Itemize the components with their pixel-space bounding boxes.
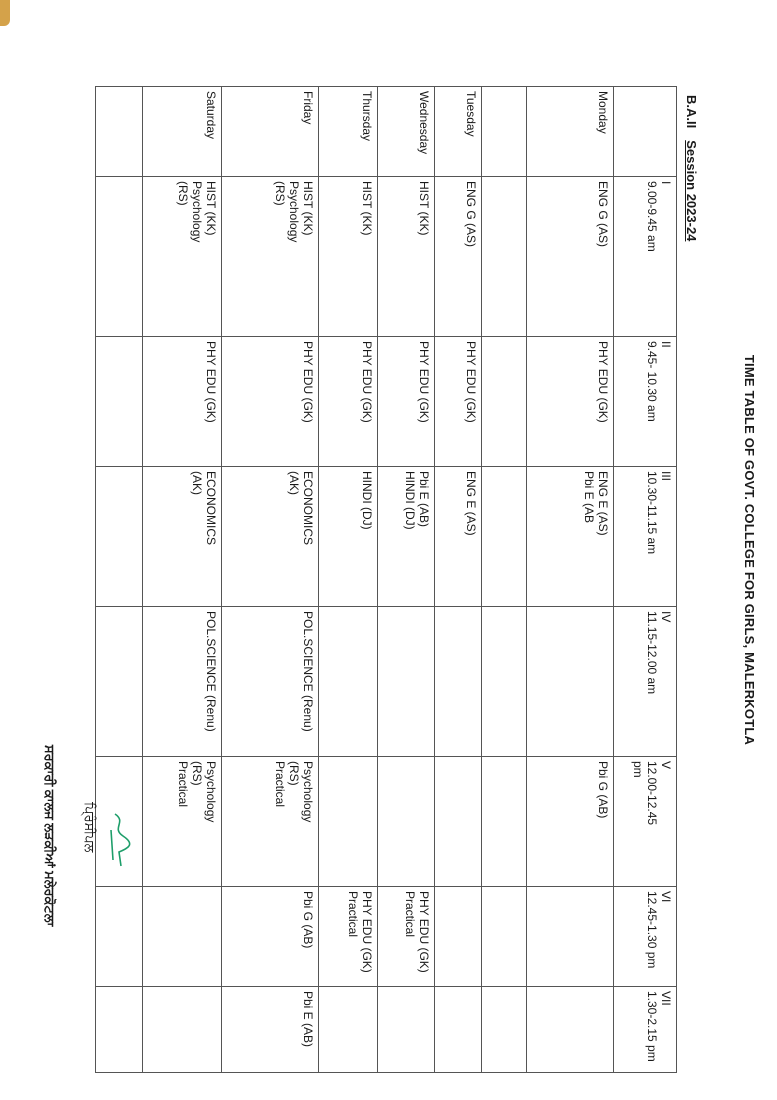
class-cell [435, 987, 482, 1073]
class-cell [143, 887, 222, 987]
empty-cell [96, 337, 143, 467]
day-cell: Thursday [319, 87, 378, 177]
empty-cell [96, 887, 143, 987]
table-row-blank [96, 87, 143, 1073]
class-cell: POL.SCIENCE (Renu) [143, 607, 222, 757]
empty-cell [96, 467, 143, 607]
class-cell: PHY EDU (GK) [378, 337, 435, 467]
day-cell: Friday [222, 87, 319, 177]
period-header: I 9.00-9.45 am [614, 177, 677, 337]
class-cell: ENG E (AS) Pbi E (AB [527, 467, 614, 607]
period-header: III 10.30-11.15 am [614, 467, 677, 607]
class-cell: Psychology (RS) Practical [222, 757, 319, 887]
class-cell: PHY EDU (GK) [435, 337, 482, 467]
table-row-thursday [319, 87, 378, 1073]
class-cell [378, 987, 435, 1073]
table-row-wednesday [378, 87, 435, 1073]
class-cell: Pbi G (AB) [527, 757, 614, 887]
class-cell [527, 887, 614, 987]
class-cell [143, 987, 222, 1073]
empty-cell [482, 177, 527, 337]
class-cell [378, 607, 435, 757]
header-corner-cell [614, 87, 677, 177]
class-cell: PHY EDU (GK) [143, 337, 222, 467]
empty-cell [482, 467, 527, 607]
day-cell: Monday [527, 87, 614, 177]
class-cell: HIST (KK) Psychology (RS) [143, 177, 222, 337]
class-cell: PHY EDU (GK) [319, 337, 378, 467]
table-row-tuesday [435, 87, 482, 1073]
empty-cell [482, 757, 527, 887]
class-cell: ENG G (AS) [435, 177, 482, 337]
empty-cell [96, 607, 143, 757]
class-cell: PHY EDU (GK) Practical [378, 887, 435, 987]
period-header: VI 12.45-1.30 pm [614, 887, 677, 987]
class-cell [319, 607, 378, 757]
period-header: II 9.45- 10.30 am [614, 337, 677, 467]
timetable [95, 86, 677, 1073]
class-cell: ENG G (AS) [527, 177, 614, 337]
class-cell: PHY EDU (GK) [527, 337, 614, 467]
period-header: IV 11.15-12.00 am [614, 607, 677, 757]
class-cell: HIST (KK) [378, 177, 435, 337]
empty-cell [96, 177, 143, 337]
empty-cell [482, 87, 527, 177]
class-cell: Pbi E (AB) [222, 987, 319, 1073]
table-row-blank [482, 87, 527, 1073]
session-label: Session 2023-24 [684, 140, 699, 242]
empty-cell [482, 887, 527, 987]
period-header: V 12.00-12.45 pm [614, 757, 677, 887]
table-row-friday [222, 87, 319, 1073]
day-cell: Wednesday [378, 87, 435, 177]
page-title: TIME TABLE OF GOVT. COLLEGE FOR GIRLS, MALERKOTLA [742, 354, 757, 746]
day-cell: Saturday [143, 87, 222, 177]
class-cell [319, 987, 378, 1073]
empty-cell [482, 337, 527, 467]
class-session-heading [684, 95, 699, 241]
class-cell [435, 607, 482, 757]
class-cell: POL.SCIENCE (Renu) [222, 607, 319, 757]
class-cell [378, 757, 435, 887]
class-cell: ENG E (AS) [435, 467, 482, 607]
class-cell [527, 607, 614, 757]
class-cell [319, 757, 378, 887]
empty-cell [482, 607, 527, 757]
class-cell: ECONOMICS (AK) [222, 467, 319, 607]
day-cell: Tuesday [435, 87, 482, 177]
empty-cell [96, 987, 143, 1073]
class-cell: HINDI (DJ) [319, 467, 378, 607]
principal-signature [105, 810, 137, 870]
class-cell: ECONOMICS (AK) [143, 467, 222, 607]
class-cell: PHY EDU (GK) Practical [319, 887, 378, 987]
class-cell: Psychology (RS) Practical [143, 757, 222, 887]
class-cell [527, 987, 614, 1073]
table-row-monday [527, 87, 614, 1073]
class-cell: PHY EDU (GK) [222, 337, 319, 467]
class-label: B.A.II [684, 95, 699, 129]
header-row [614, 87, 677, 1073]
empty-cell [96, 87, 143, 177]
class-cell [435, 887, 482, 987]
class-cell: HIST (KK) [319, 177, 378, 337]
class-cell: Pbi E (AB) HINDI (DJ) [378, 467, 435, 607]
principal-stamp: ਪ੍ਰਿੰਸੀਪਲ [82, 802, 97, 853]
college-name-stamp: ਸਰਕਾਰੀ ਕਾਲਜ ਲੜਕੀਆਂ ਮਲੇਰਕੋਟਲਾ [42, 745, 57, 927]
class-cell: HIST (KK) Psychology (RS) [222, 177, 319, 337]
empty-cell [482, 987, 527, 1073]
class-cell [435, 757, 482, 887]
period-header: VII 1.30-2.15 pm [614, 987, 677, 1073]
class-cell: Pbi G (AB) [222, 887, 319, 987]
table-row-saturday [143, 87, 222, 1073]
